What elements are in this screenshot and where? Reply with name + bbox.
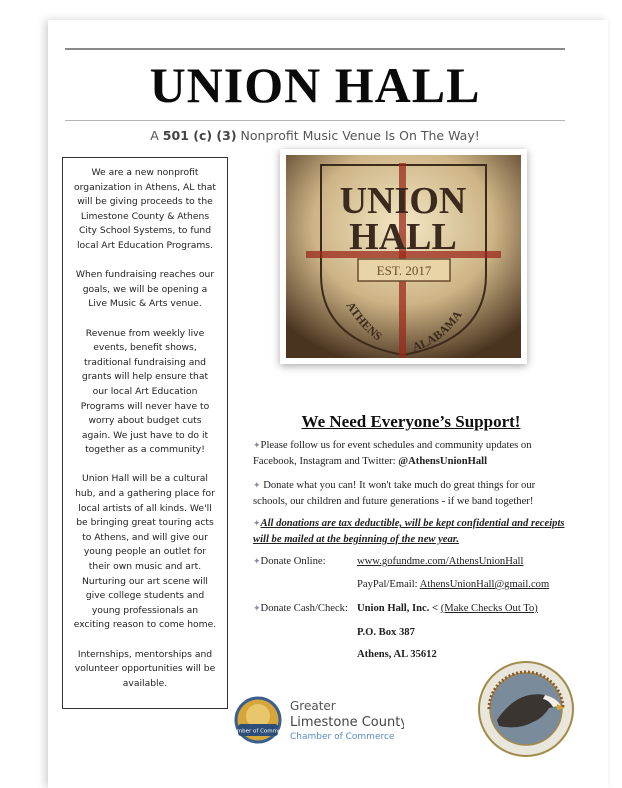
mission-paragraph: Internships, mentorships and volunteer opportunities will be available. bbox=[74, 648, 216, 689]
mission-paragraph: Union Hall will be a cultural hub, and a gathering place for local artists of all kinds. We'll be bringing great touring acts to Athens, and will give our young people an outlet for their own music and art. Nurturing our art scene will give college students and young professionals an exciting reason to come home. bbox=[73, 473, 217, 631]
follow-text: Please follow us for event schedules and community updates on Facebook, Instagram and Twitter: bbox=[253, 440, 532, 467]
check-payee-note: (Make Checks Out To) bbox=[440, 603, 538, 614]
subtitle-status: 501 (c) (3) bbox=[162, 128, 237, 143]
chamber-line1: Greater bbox=[290, 699, 336, 713]
logo-word-union: UNION bbox=[339, 180, 467, 222]
logo-established: EST. 2017 bbox=[376, 263, 432, 278]
tax-note-paragraph bbox=[253, 515, 571, 548]
check-payee bbox=[357, 603, 538, 614]
donate-cash-label: Donate Cash/Check: bbox=[260, 603, 348, 614]
logo-arc-alabama: ALABAMA bbox=[410, 307, 465, 354]
po-box: P.O. Box 387 bbox=[357, 627, 415, 638]
bullet-star-icon: ✦ bbox=[253, 603, 261, 613]
chamber-logo-graphic bbox=[228, 688, 404, 752]
bullet-star-icon: ✦ bbox=[253, 440, 261, 450]
mission-paragraph: Revenue from weekly live events, benefit shows, traditional fundraising and grants will help ensure that our local Art Education Programs will never have to worry about budget cuts again. We just have to do it together as a community! bbox=[80, 327, 210, 456]
chamber-logo bbox=[228, 688, 404, 752]
gofundme-link[interactable]: www.gofundme.com/AthensUnionHall bbox=[357, 556, 524, 567]
donate-online-row bbox=[253, 556, 326, 567]
support-heading: We Need Everyone’s Support! bbox=[301, 412, 521, 431]
donate-paragraph bbox=[253, 477, 571, 510]
subtitle bbox=[65, 128, 565, 143]
city-zip: Athens, AL 35612 bbox=[357, 649, 437, 660]
union-hall-logo bbox=[286, 155, 521, 358]
subtitle-post: Nonprofit Music Venue Is On The Way! bbox=[236, 128, 480, 143]
mission-paragraph: We are a new nonprofit organization in Athens, AL that will be giving proceeds to the Limestone County & Athens City School Systems, to fund local Art Education Programs. bbox=[74, 167, 216, 251]
bullet-star-icon: ✦ bbox=[253, 480, 261, 490]
logo-arc-athens: ATHENS bbox=[343, 299, 385, 344]
chamber-line3: Chamber of Commerce bbox=[290, 732, 395, 742]
top-divider bbox=[65, 48, 565, 50]
bullet-star-icon: ✦ bbox=[253, 556, 261, 566]
mission-box bbox=[62, 157, 228, 709]
donate-text: Donate what you can! It won't take much do great things for our schools, our children and future generations - if we band together! bbox=[253, 480, 536, 507]
subtitle-pre: A bbox=[150, 128, 163, 143]
bullet-star-icon: ✦ bbox=[253, 518, 261, 528]
title-divider bbox=[65, 120, 565, 121]
donate-online-label: Donate Online: bbox=[260, 556, 326, 567]
chamber-line2: Limestone County bbox=[290, 715, 404, 730]
page-title: UNION HALL bbox=[149, 57, 481, 113]
social-handle[interactable]: @AthensUnionHall bbox=[398, 456, 488, 467]
check-payee-name: Union Hall, Inc. < bbox=[357, 603, 439, 614]
donate-cash-row bbox=[253, 603, 348, 614]
logo-word-hall: HALL bbox=[349, 216, 457, 258]
eagle-seal-icon bbox=[477, 660, 575, 758]
tax-note: All donations are tax deductible, will be kept confidential and receipts will be mailed at the beginning of the new year. bbox=[253, 518, 565, 545]
paypal-label: PayPal/Email: bbox=[357, 579, 420, 590]
follow-paragraph bbox=[253, 437, 571, 470]
mission-paragraph: When fundraising reaches our goals, we will be opening a Live Music & Arts venue. bbox=[75, 269, 215, 310]
chamber-seal-text: Chamber of Commerce bbox=[228, 728, 290, 735]
union-hall-logo-photo bbox=[280, 149, 527, 364]
paypal-email-link[interactable]: AthensUnionHall@gmail.com bbox=[419, 579, 550, 590]
paypal-row bbox=[357, 579, 549, 590]
alabama-seal bbox=[477, 660, 575, 758]
